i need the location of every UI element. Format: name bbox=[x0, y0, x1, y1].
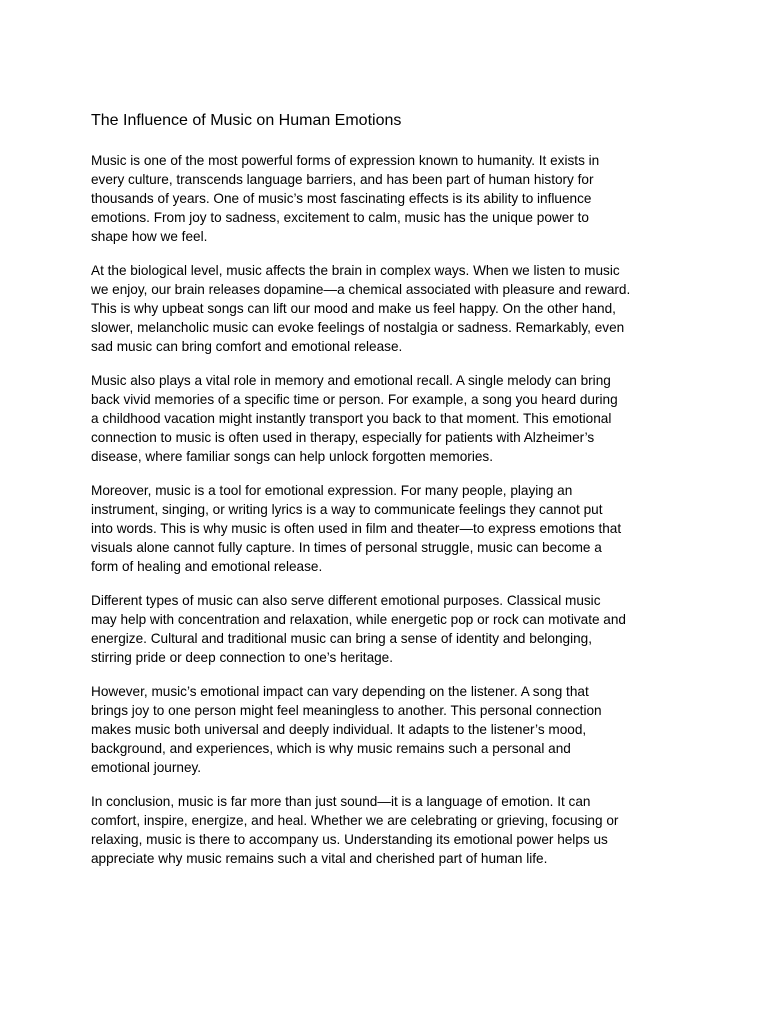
paragraph-line: may help with concentration and relaxation, while energetic pop or rock can motivate and bbox=[91, 612, 626, 627]
paragraph-line: thousands of years. One of music’s most fascinating effects is its ability to influence bbox=[91, 191, 592, 206]
document-title: The Influence of Music on Human Emotions bbox=[91, 112, 402, 129]
paragraph-6 bbox=[91, 682, 691, 777]
paragraph-1 bbox=[91, 151, 691, 246]
paragraph-line: slower, melancholic music can evoke feelings of nostalgia or sadness. Remarkably, even bbox=[91, 320, 625, 335]
paragraph-line: background, and experiences, which is why music remains such a personal and bbox=[91, 741, 571, 756]
paragraph-line: Music is one of the most powerful forms of expression known to humanity. It exists in bbox=[91, 153, 600, 168]
paragraph-line: form of healing and emotional release. bbox=[91, 559, 323, 574]
paragraph-line: emotional journey. bbox=[91, 760, 202, 775]
paragraph-line: Different types of music can also serve different emotional purposes. Classical music bbox=[91, 593, 601, 608]
paragraph-line: Moreover, music is a tool for emotional expression. For many people, playing an bbox=[91, 483, 573, 498]
paragraph-line: into words. This is why music is often used in film and theater—to express emotions that bbox=[91, 521, 622, 536]
paragraph-line: back vivid memories of a specific time or person. For example, a song you heard during bbox=[91, 392, 618, 407]
document-page bbox=[91, 110, 691, 883]
paragraph-line: makes music both universal and deeply individual. It adapts to the listener’s mood, bbox=[91, 722, 587, 737]
paragraph-line: every culture, transcends language barriers, and has been part of human history for bbox=[91, 172, 594, 187]
paragraph-line: energize. Cultural and traditional music can bring a sense of identity and belonging, bbox=[91, 631, 593, 646]
paragraph-4 bbox=[91, 481, 691, 576]
paragraph-line: shape how we feel. bbox=[91, 229, 208, 244]
paragraph-line: This is why upbeat songs can lift our mood and make us feel happy. On the other hand, bbox=[91, 301, 616, 316]
paragraph-line: Music also plays a vital role in memory and emotional recall. A single melody can bring bbox=[91, 373, 611, 388]
paragraph-line: sad music can bring comfort and emotional release. bbox=[91, 339, 403, 354]
paragraph-line: we enjoy, our brain releases dopamine—a chemical associated with pleasure and reward. bbox=[91, 282, 631, 297]
paragraph-line: comfort, inspire, energize, and heal. Whether we are celebrating or grieving, focusing or bbox=[91, 813, 619, 828]
paragraph-line: disease, where familiar songs can help unlock forgotten memories. bbox=[91, 449, 493, 464]
paragraph-line: In conclusion, music is far more than just sound—it is a language of emotion. It can bbox=[91, 794, 591, 809]
paragraph-line: At the biological level, music affects the brain in complex ways. When we listen to music bbox=[91, 263, 620, 278]
paragraph-line: a childhood vacation might instantly transport you back to that moment. This emotional bbox=[91, 411, 612, 426]
paragraph-line: visuals alone cannot fully capture. In times of personal struggle, music can become a bbox=[91, 540, 602, 555]
paragraph-line: brings joy to one person might feel meaningless to another. This personal connection bbox=[91, 703, 602, 718]
paragraph-line: stirring pride or deep connection to one’s heritage. bbox=[91, 650, 394, 665]
paragraph-line: However, music’s emotional impact can vary depending on the listener. A song that bbox=[91, 684, 589, 699]
paragraph-line: emotions. From joy to sadness, excitement to calm, music has the unique power to bbox=[91, 210, 589, 225]
paragraph-line: instrument, singing, or writing lyrics is a way to communicate feelings they cannot put bbox=[91, 502, 603, 517]
paragraph-3 bbox=[91, 371, 691, 466]
paragraph-2 bbox=[91, 261, 691, 356]
paragraph-line: appreciate why music remains such a vital and cherished part of human life. bbox=[91, 851, 548, 866]
paragraph-7 bbox=[91, 792, 691, 868]
paragraph-5 bbox=[91, 591, 691, 667]
paragraph-line: relaxing, music is there to accompany us. Understanding its emotional power helps us bbox=[91, 832, 608, 847]
paragraph-line: connection to music is often used in therapy, especially for patients with Alzheimer’s bbox=[91, 430, 595, 445]
